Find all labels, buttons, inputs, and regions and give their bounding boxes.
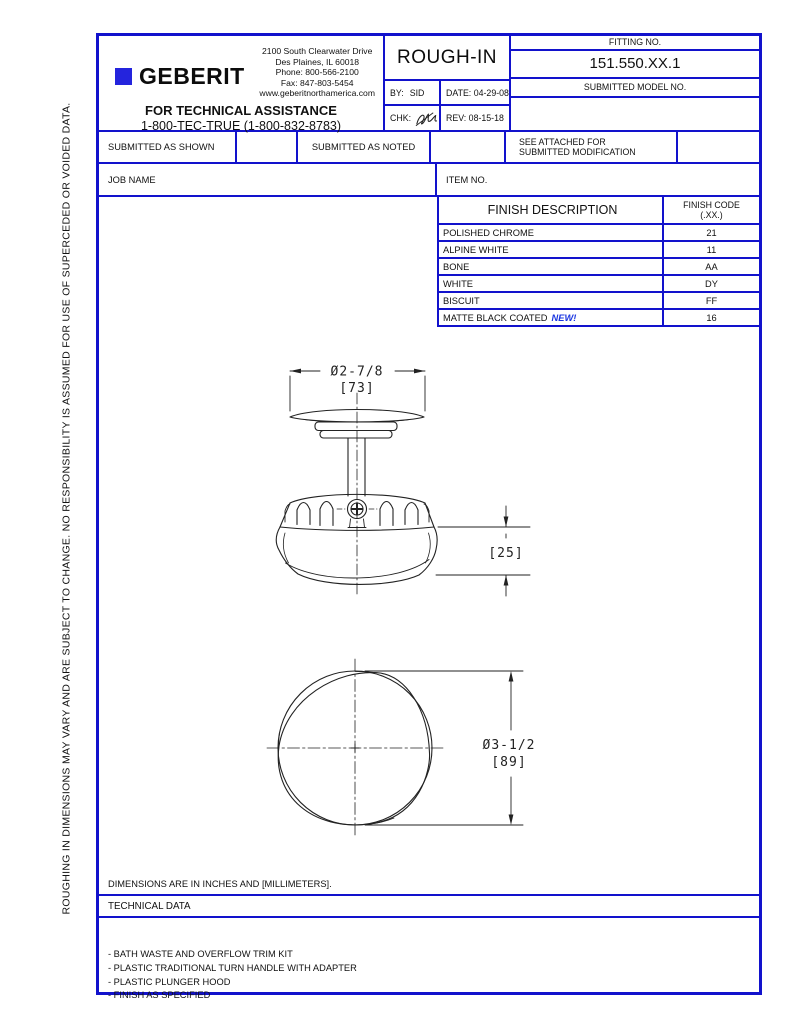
tech-item: - PLASTIC TRADITIONAL TURN HANDLE WITH ADAPTER xyxy=(108,962,357,973)
dim-handle-inches-label: Ø3-1/2 xyxy=(482,738,536,753)
see-attached-label xyxy=(506,132,678,162)
see-attached-line2: SUBMITTED MODIFICATION xyxy=(519,147,636,157)
item-no-cell: ITEM NO. xyxy=(446,174,488,185)
finish-code-header: FINISH CODE (.XX.) xyxy=(683,199,740,220)
fitting-no-label: FITTING NO. xyxy=(511,36,759,51)
geberit-logo-square-icon xyxy=(115,68,132,85)
date-value: 04-29-08 xyxy=(473,87,509,98)
submitted-as-shown-checkbox xyxy=(237,132,298,162)
assistance-phone: 1-800-TEC-TRUE (1-800-832-8783) xyxy=(140,118,342,133)
new-badge: NEW! xyxy=(551,312,577,323)
submitted-as-shown-label: SUBMITTED AS SHOWN xyxy=(99,132,237,162)
stem xyxy=(348,438,365,496)
by-label: BY: xyxy=(390,87,404,98)
submitted-model-label: SUBMITTED MODEL NO. xyxy=(511,79,759,98)
technical-drawing xyxy=(99,197,759,894)
geberit-logo xyxy=(115,54,245,99)
finish-row: POLISHED CHROME 21 xyxy=(439,225,759,242)
checker-signature xyxy=(414,111,439,127)
finish-row: MATTE BLACK COATED NEW! 16 xyxy=(439,310,759,325)
by-value: SID xyxy=(409,87,425,98)
finish-description-header: FINISH DESCRIPTION xyxy=(439,197,664,223)
technical-data-header: TECHNICAL DATA xyxy=(99,896,759,918)
title-block xyxy=(99,36,759,132)
submitted-as-noted-label: SUBMITTED AS NOTED xyxy=(298,132,431,162)
revision-block xyxy=(385,36,511,130)
dim-cap-inches-label: Ø2-7/8 xyxy=(330,364,384,380)
technical-assistance xyxy=(99,103,383,133)
date-cell xyxy=(441,81,509,104)
finish-row: WHITE DY xyxy=(439,276,759,293)
address-line: Fax: 847-803-5454 xyxy=(280,77,354,88)
assistance-title: FOR TECHNICAL ASSISTANCE xyxy=(145,102,337,118)
tech-item: - PLASTIC PLUNGER HOOD xyxy=(108,976,231,987)
doc-type-title: ROUGH-IN xyxy=(385,36,509,81)
margin-disclaimer: ROUGHING IN DIMENSIONS MAY VARY AND ARE SUBJECT TO CHANGE. NO RESPONSIBILITY IS ASSUMED FOR USE OF SUPERCEDED OR VOIDED DATA. xyxy=(60,102,73,915)
tech-item: - FINISH AS SPECIFIED xyxy=(108,990,211,1001)
finish-row: ALPINE WHITE 11 xyxy=(439,242,759,259)
finish-row: BONE AA xyxy=(439,259,759,276)
chk-cell xyxy=(385,106,441,130)
address-line: 2100 South Clearwater Drive xyxy=(262,46,373,56)
geberit-logo-text: GEBERIT xyxy=(139,62,245,89)
fitting-no-value: 151.550.XX.1 xyxy=(511,51,759,79)
submitted-as-noted-checkbox xyxy=(431,132,506,162)
finish-row: BISCUIT FF xyxy=(439,293,759,310)
company-address xyxy=(259,46,377,99)
dim-cap-mm-label: [73] xyxy=(339,381,375,396)
drawing-area xyxy=(99,197,759,896)
units-note: DIMENSIONS ARE IN INCHES AND [MILLIMETERS]. xyxy=(108,879,332,889)
fitting-block xyxy=(511,36,759,130)
rev-value: 08-15-18 xyxy=(468,113,504,123)
collar-rings xyxy=(315,422,397,438)
technical-data-list xyxy=(99,918,759,1003)
job-row xyxy=(99,164,759,197)
job-name-cell: JOB NAME xyxy=(99,164,437,195)
see-attached-checkbox xyxy=(678,132,759,162)
side-view xyxy=(276,369,530,597)
date-label: DATE: xyxy=(446,87,472,98)
sheet-frame xyxy=(96,33,762,1001)
address-line: Phone: 800-566-2100 xyxy=(275,67,359,78)
submitted-model-value-empty xyxy=(511,98,759,130)
tech-item: - BATH WASTE AND OVERFLOW TRIM KIT xyxy=(108,949,293,959)
company-block xyxy=(99,36,385,133)
rev-label: REV: xyxy=(446,113,467,123)
by-cell xyxy=(385,81,441,104)
rev-cell xyxy=(441,106,509,130)
dim-height-mm-label: [25] xyxy=(488,546,524,561)
see-attached-line1: SEE ATTACHED FOR xyxy=(519,136,606,147)
chk-label: CHK: xyxy=(390,113,412,123)
address-line: www.geberitnorthamerica.com xyxy=(259,88,375,99)
address-line: Des Plaines, IL 60018 xyxy=(275,56,360,67)
dim-handle-mm-label: [89] xyxy=(491,755,527,770)
submittal-row xyxy=(99,132,759,164)
